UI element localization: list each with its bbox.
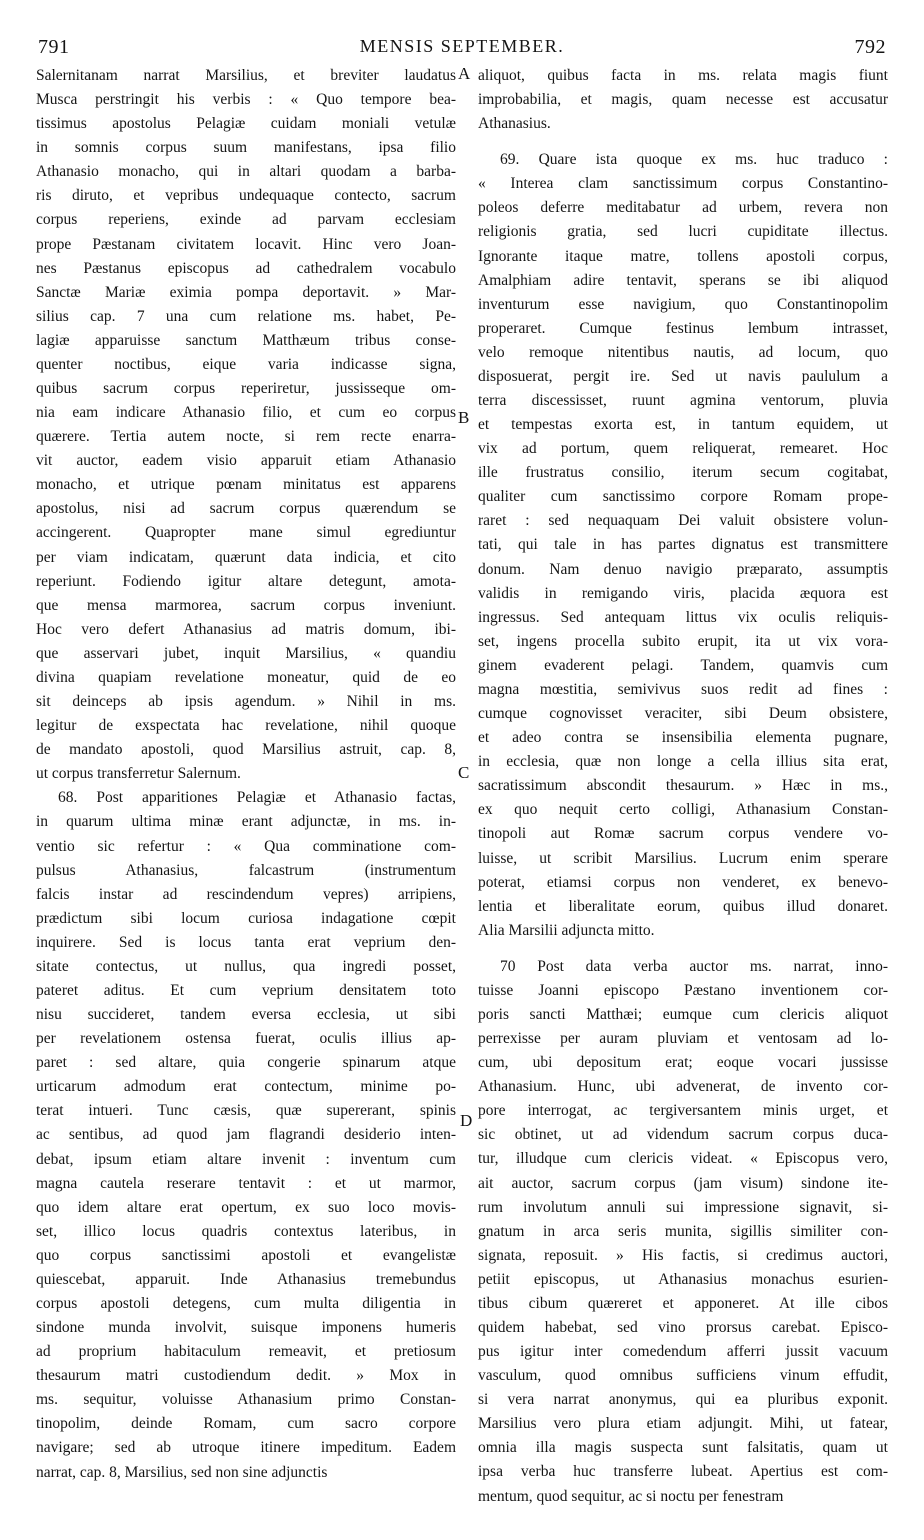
text-line: corpus apostoli detegens, cum multa diligentia in — [36, 1294, 456, 1312]
text-line: qualiter cum sanctissimo corpore Romam prope- — [478, 488, 888, 506]
text-line: ingressus. Sed antequam littus vix oculis reliquis- — [478, 608, 888, 626]
right-column — [478, 64, 888, 1509]
text-line: thesaurum matri custodiendum dedit. » Mox in — [36, 1367, 456, 1385]
paragraph-gap — [478, 136, 888, 148]
text-line: lagiæ apparuisse sanctum Matthæum tribus conse- — [36, 331, 456, 349]
text-line: vasculum, quod omnibus sufficiens vinum effudit, — [478, 1367, 888, 1385]
text-line: ac sentibus, ad quod jam flagrandi desiderio inten- — [36, 1126, 456, 1144]
text-line: donum. Nam denuo navigio præparato, assumptis — [478, 560, 888, 578]
text-line: lentia et liberalitate eorum, quibus illud donaret. — [478, 897, 888, 915]
text-line: velo remoque nitentibus nautis, ad locum, quo — [478, 343, 888, 361]
text-line: debat, ipsum etiam altare invenit : inventum cum — [36, 1150, 456, 1168]
text-line: ille frustratus consilio, iterum secum cogitabat, — [478, 464, 888, 482]
text-line: Athanasius. — [478, 115, 551, 133]
text-line: magna cautela reserare tentavit : et ut marmor, — [36, 1174, 456, 1192]
text-line: pulsus Athanasius, falcastrum (instrumentum — [36, 861, 456, 879]
text-line: set, illico locus quadris contextus lateribus, in — [36, 1222, 456, 1240]
text-line: sacratissimum abscondit thesaurum. » Hæc in ms., — [478, 777, 888, 795]
text-line: divina quapiam revelatione moneatur, quid de eo — [36, 668, 456, 686]
text-line: magna mœstitia, semivivus suos redit ad fines : — [478, 680, 888, 698]
page-number-left: 791 — [38, 36, 70, 58]
text-line: properaret. Cumque festinus lembum intrasset, — [478, 319, 888, 337]
text-line: signata, reposuit. » His factis, si credimus auctori, — [478, 1246, 888, 1264]
text-line: religionis gratia, sed lucri cupiditate illectus. — [478, 223, 888, 241]
text-line: tur, illudque cum clericis videat. « Episcopus vero, — [478, 1150, 888, 1168]
text-line: poris sancti Matthæi; eumque cum clericis aliquot — [478, 1005, 888, 1023]
text-line: pus igitur inter comedendum afferri jussit vacuum — [478, 1343, 888, 1361]
text-line: Sanctæ Mariæ eximia pompa deportavit. » Mar- — [36, 283, 456, 301]
text-line: 69. Quare ista quoque ex ms. huc traduco : — [500, 151, 888, 169]
text-line: ventio sic refertur : « Qua comminatione com- — [36, 837, 456, 855]
text-line: nia eam indicare Athanasio filio, et cum eo corpus — [36, 404, 456, 422]
margin-letter-d: D — [460, 1111, 473, 1130]
text-line: nes Pæstanus episcopus ad cathedralem vocabulo — [36, 259, 456, 277]
text-line: silius cap. 7 una cum relatione ms. habet, Pe- — [36, 307, 456, 325]
margin-letter-c: C — [458, 763, 470, 782]
text-line: quærere. Tertia autem nocte, si rem recte enarra- — [36, 428, 456, 446]
text-line: inventurum esse navigium, quo Constantinopolim — [478, 295, 888, 313]
left-column — [36, 64, 456, 1485]
text-line: Marsilius vero plura etiam adjungit. Mihi, ut fatear, — [478, 1415, 888, 1433]
text-line: paret : sed altare, quia congerie spinarum atque — [36, 1054, 456, 1072]
running-head: MENSIS SEPTEMBER. — [359, 36, 565, 56]
text-line: in somnis corpus suum manifestans, ipsa filio — [36, 139, 456, 157]
text-line: tati, qui tale in has partes dignatus est transmittere — [478, 536, 888, 554]
text-line: si vera narrat anonymus, qui ea pluribus exponit. — [478, 1391, 888, 1409]
text-line: omnia illa magis suspecta sunt falsitatis, quam ut — [478, 1439, 888, 1457]
text-line: apostolus, nisi ad sacrum corpus quærendum se — [36, 500, 456, 518]
text-line: cum, ubi depositum erat; eoque vocari jussisse — [478, 1054, 888, 1072]
text-line: Athanasio monacho, qui in altari quodam a barba- — [36, 163, 456, 181]
text-line: tibus cibum quæreret et apponeret. At ille cibos — [478, 1294, 888, 1312]
text-line: prope Pæstanam civitatem locavit. Hinc vero Joan- — [36, 235, 456, 253]
text-line: cumque cognovisset veraciter, sibi Deum obsistere, — [478, 705, 888, 723]
text-line: luisse, ut scribit Marsilius. Lucrum enim sperare — [478, 849, 888, 867]
text-line: disposuerat, pergit ire. Sed ut navis paululum a — [478, 367, 888, 385]
text-line: sindone munda involvit, suisque imponens humeris — [36, 1319, 456, 1337]
margin-letter-a: A — [458, 64, 471, 83]
text-line: ris diruto, et vepribus undequaque contecto, sacrum — [36, 187, 456, 205]
text-line: set, ingens procella subito erupit, ita ut vix vora- — [478, 632, 888, 650]
text-line: gnatum in arca seris munita, sigillis similiter con- — [478, 1222, 888, 1240]
text-line: quo corpus sanctissimi apostoli et evangelistæ — [36, 1246, 456, 1264]
text-line: navigare; sed ab utroque itinere impeditum. Eadem — [36, 1439, 456, 1457]
text-line: de mandato apostoli, quod Marsilius astruit, cap. 8, — [36, 741, 456, 759]
text-line: tinopoli aut Romæ sacrum corpus vendere vo- — [478, 825, 888, 843]
text-line: ut corpus transferretur Salernum. — [36, 765, 241, 783]
margin-letter-b: B — [458, 408, 470, 427]
text-line: Alia Marsilii adjuncta mitto. — [478, 921, 655, 939]
text-line: ad proprium habitaculum remeavit, et pretiosum — [36, 1343, 456, 1361]
text-line: que mensa marmorea, sacrum corpus inveniunt. — [36, 596, 456, 614]
text-line: raret : sed nequaquam Dei valuit obsistere volun- — [478, 512, 888, 530]
text-line: ipsa verba huc transferre lubeat. Apertius est com- — [478, 1463, 888, 1481]
text-line: 68. Post apparitiones Pelagiæ et Athanasio factas, — [58, 789, 456, 807]
text-line: Salernitanam narrat Marsilius, et breviter laudatus — [36, 67, 456, 84]
text-line: legitur de exspectata hac revelatione, nihil quoque — [36, 717, 456, 735]
text-line: sitate contectus, ut nullus, qua ingredi posset, — [36, 957, 456, 975]
text-line: poterat, etiamsi corpus non venderet, ex benevo- — [478, 873, 888, 891]
text-line: tinopolim, deinde Romam, cum sacro corpore — [36, 1415, 456, 1433]
text-line: improbabilia, et magis, quam necesse est accusatur — [478, 91, 888, 109]
text-line: monacho, et utrique pœnam minitatus est apparens — [36, 476, 456, 494]
text-line: tissimus apostolus Pelagiæ cuidam moniali vetulæ — [36, 115, 456, 133]
text-line: accingerent. Quapropter mane simul egrediuntur — [36, 524, 456, 542]
text-line: vit auctor, eadem visio apparuit etiam Athanasio — [36, 452, 456, 470]
text-line: quidem habebat, sed vino prorsus carebat. Episco- — [478, 1318, 888, 1336]
text-line: per viam indicatam, quærunt data indicia, et cito — [36, 548, 456, 566]
text-line: que asservari jubet, inquit Marsilius, « quandiu — [36, 644, 456, 662]
text-line: terat intueri. Tunc cæsis, quæ supererant, spinis — [36, 1102, 456, 1120]
text-line: validis in remigando viris, placida æquora est — [478, 584, 888, 602]
page-number-right: 792 — [854, 36, 886, 58]
text-line: ginem evaderent pelagi. Tandem, quamvis cum — [478, 656, 888, 674]
text-line: Hoc vero defert Athanasius ad matris domum, ibi- — [36, 620, 456, 638]
text-line: falcis instar ad rescindendum vepres) arripiens, — [36, 885, 456, 903]
text-line: quo idem altare erat opertum, ex suo loco movis- — [36, 1198, 456, 1216]
text-line: « Interea clam sanctissimum corpus Constantino- — [478, 175, 888, 193]
text-line: Ignorante itaque matre, tollens apostoli corpus, — [478, 247, 888, 265]
paragraph-gap — [478, 943, 888, 955]
text-line: aliquot, quibus facta in ms. relata magis fiunt — [478, 67, 888, 84]
text-line: poleos deferre meditabatur ad urbem, revera non — [478, 199, 888, 217]
text-line: quenter noctibus, eique varia indicasse signa, — [36, 355, 456, 373]
text-line: sit deinceps ab ipsis agendum. » Nihil in ms. — [36, 693, 456, 711]
text-line: per revelationem ostensa fuerat, oculis illius ap- — [36, 1030, 456, 1048]
text-line: inquirere. Sed is locus tanta erat veprium den- — [36, 933, 456, 951]
text-line: reperiunt. Fodiendo igitur altare detegunt, amota- — [36, 572, 456, 590]
text-line: urticarum admodum erat contectum, minime po- — [36, 1078, 456, 1096]
text-line: Musca perstringit his verbis : « Quo tempore bea- — [36, 91, 456, 109]
text-line: vix ad portum, quem reliquerat, remearet. Hoc — [478, 440, 888, 458]
text-line: terra discessisset, ruunt agmina ventorum, pluvia — [478, 392, 888, 410]
text-line: et adeo contra se insensibilia elementa pugnare, — [478, 729, 888, 747]
text-line: in quarum ultima minæ erant adjunctæ, in ms. in- — [36, 813, 456, 831]
text-line: prædictum sibi locum curiosa indagatione cœpit — [36, 909, 456, 927]
text-line: pore interrogat, ac tergiversantem minis urget, et — [478, 1102, 888, 1120]
text-line: quiescebat, apparuit. Inde Athanasius tremebundus — [36, 1270, 456, 1288]
text-line: ait auctor, sacrum corpus (jam visum) sindone ite- — [478, 1174, 888, 1192]
text-line: perrexisse per auram pluviam et ventosam ad lo- — [478, 1030, 888, 1048]
text-line: rum involutum annuli sui impressione signavit, si- — [478, 1198, 888, 1216]
text-line: mentum, quod sequitur, ac si noctu per fenestram — [478, 1487, 784, 1505]
text-line: Amalphiam adire tentavit, sperans se ibi aliquod — [478, 271, 888, 289]
text-line: petiit episcopus, ut Athanasius monachus esurien- — [478, 1270, 888, 1288]
text-line: Athanasium. Hunc, ubi advenerat, de invento cor- — [478, 1078, 888, 1096]
text-line: 70 Post data verba auctor ms. narrat, inno- — [500, 957, 888, 975]
text-line: tuisse Joanni episcopo Pæstano inventionem cor- — [478, 981, 888, 999]
text-line: corpus reperiens, exinde ad parvam ecclesiam — [36, 211, 456, 229]
text-line: sic obtinet, ut ad videndum sacrum corpus duca- — [478, 1126, 888, 1144]
text-line: ms. sequitur, voluisse Athanasium primo Constan- — [36, 1391, 456, 1409]
text-line: pateret aditus. Et cum veprium densitatem toto — [36, 981, 456, 999]
text-line: et tempestas exorta est, in tantum equidem, ut — [478, 416, 888, 434]
text-line: quibus sacrum corpus reperiretur, jussisseque om- — [36, 380, 456, 398]
text-line: nisu succideret, tandem eversa ecclesia, ut sibi — [36, 1006, 456, 1024]
text-line: in ecclesia, quæ non longe a cella illius sita erat, — [478, 753, 888, 771]
text-line: ex quo nequit certo colligi, Athanasium Constan- — [478, 801, 888, 819]
text-line: narrat, cap. 8, Marsilius, sed non sine adjunctis — [36, 1463, 328, 1481]
